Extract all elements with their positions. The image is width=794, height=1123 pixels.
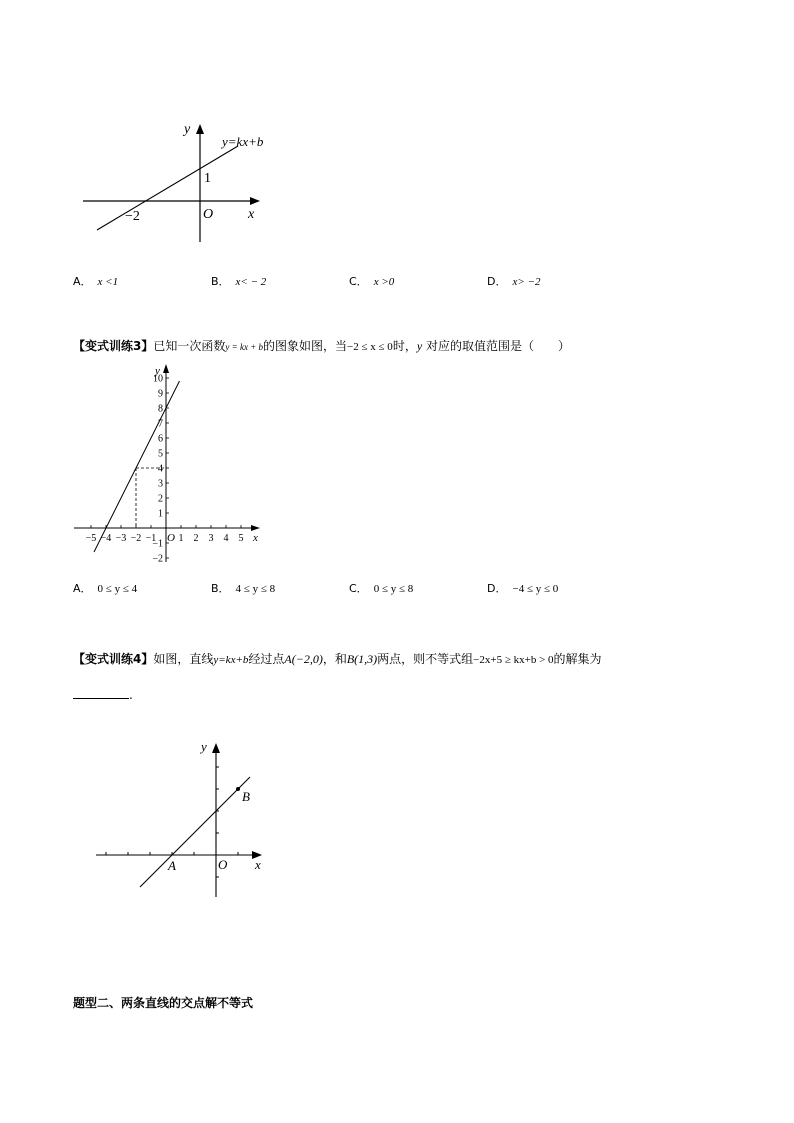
root-label: −2 <box>125 209 140 224</box>
option-label: A． <box>73 582 92 595</box>
y-axis-arrow-icon <box>212 743 220 753</box>
option-label: A． <box>73 275 92 288</box>
y-axis-arrow-icon <box>163 364 169 373</box>
q1-option-a[interactable] <box>73 273 118 289</box>
option-label: D． <box>487 275 507 288</box>
option-text: 0 ≤ y ≤ 4 <box>97 583 138 595</box>
function-line <box>140 777 250 887</box>
y-tick-label: 7 <box>158 418 163 430</box>
x-tick-label: 3 <box>208 533 214 544</box>
y-axis-label: y <box>155 365 160 377</box>
option-text: x< − 2 <box>235 276 267 288</box>
q4-tag: 【变式训练4】 <box>73 652 154 666</box>
q3-option-d[interactable] <box>487 580 558 596</box>
q4-text-5: 的解集为 <box>553 652 602 666</box>
x-axis-label: x <box>248 207 255 222</box>
option-label: D． <box>487 582 507 595</box>
y-axis-arrow-icon <box>196 124 204 134</box>
point-a-label: A <box>168 858 176 873</box>
q3-var: y <box>416 339 423 353</box>
q4-text-4: 两点，则不等式组 <box>377 652 474 666</box>
q3-tag: 【变式训练3】 <box>73 339 154 353</box>
y-tick-label: 6 <box>158 433 163 445</box>
y-tick-label: −2 <box>152 553 163 565</box>
q3-option-b[interactable] <box>211 580 275 596</box>
q4-stem <box>73 650 602 667</box>
y-tick-label: 3 <box>158 478 163 490</box>
graph-1 <box>80 118 290 248</box>
y-axis-label: y <box>201 739 207 754</box>
option-label: C． <box>349 582 368 595</box>
option-text: x <1 <box>97 276 119 288</box>
y-tick-label: 4 <box>158 463 163 475</box>
x-axis-label: x <box>255 857 261 872</box>
origin-label: O <box>218 857 228 872</box>
q3-cond: −2 ≤ x ≤ 0 <box>347 341 393 353</box>
option-text: −4 ≤ y ≤ 0 <box>512 583 559 595</box>
q4-text-2: 经过点 <box>248 652 285 666</box>
q3-text-3: 时， <box>392 339 417 353</box>
y-tick-label: −1 <box>152 538 163 550</box>
x-axis-arrow-icon <box>251 525 260 531</box>
answer-blank[interactable] <box>73 688 129 699</box>
y-tick-label: 5 <box>158 448 163 460</box>
option-label: B． <box>211 582 230 595</box>
x-axis-arrow-icon <box>250 197 260 205</box>
option-text: x> −2 <box>512 276 541 288</box>
q3-text-2: 的图象如图，当 <box>263 339 348 353</box>
option-label: C． <box>349 275 368 288</box>
option-text: 0 ≤ y ≤ 8 <box>373 583 414 595</box>
function-line <box>94 381 180 552</box>
q3-option-a[interactable] <box>73 580 137 596</box>
x-tick-label: 1 <box>178 533 184 544</box>
option-label: B． <box>211 275 230 288</box>
x-tick-label: 4 <box>223 533 229 544</box>
q3-option-c[interactable] <box>349 580 413 596</box>
x-tick-label: −3 <box>115 533 127 544</box>
q4-end: . <box>129 688 133 702</box>
x-tick-label: −1 <box>145 533 157 544</box>
q3-text-4: 对应的取值范围是（ ） <box>422 339 570 353</box>
x-tick-label: 5 <box>238 533 244 544</box>
point-b-label: B <box>242 789 250 804</box>
x-tick-label: −5 <box>85 533 97 544</box>
function-line <box>97 146 238 230</box>
x-tick-label: 2 <box>193 533 199 544</box>
y-tick-label: 10 <box>153 373 163 385</box>
x-tick-label: −2 <box>130 533 142 544</box>
q3-stem <box>73 337 570 354</box>
point-b-dot <box>236 787 240 791</box>
q4-answer-line <box>73 688 133 702</box>
origin-label: O <box>203 207 214 222</box>
origin-label: O <box>167 532 175 544</box>
option-text: x >0 <box>373 276 395 288</box>
y-tick-label: 1 <box>158 508 163 520</box>
y-tick-label: 8 <box>158 403 163 415</box>
x-tick-label: −4 <box>100 533 112 544</box>
x-axis-label: x <box>253 532 258 544</box>
q4-text-1: 如图，直线 <box>153 652 214 666</box>
option-text: 4 ≤ y ≤ 8 <box>235 583 276 595</box>
y-tick-label: 9 <box>158 388 163 400</box>
graph-3 <box>90 735 280 905</box>
q1-option-c[interactable] <box>349 273 394 289</box>
q4-point-b: B(1,3) <box>346 652 378 666</box>
q4-text-3: ，和 <box>322 652 347 666</box>
q3-func: y = kx + b <box>225 342 264 352</box>
equation-label: y=kx+b <box>222 134 264 149</box>
intercept-label: 1 <box>204 171 211 186</box>
q4-point-a: A(−2,0) <box>284 652 323 666</box>
y-axis-label: y <box>184 122 191 137</box>
q3-text-1: 已知一次函数 <box>153 339 226 353</box>
q4-inequality: −2x+5 ≥ kx+b > 0 <box>473 654 554 666</box>
graph-2 <box>70 362 280 572</box>
q4-func: y=kx+b <box>213 654 249 666</box>
section-title: 题型二、两条直线的交点解不等式 <box>73 996 254 1010</box>
y-tick-label: 2 <box>158 493 163 505</box>
q1-option-d[interactable] <box>487 273 540 289</box>
q1-option-b[interactable] <box>211 273 266 289</box>
